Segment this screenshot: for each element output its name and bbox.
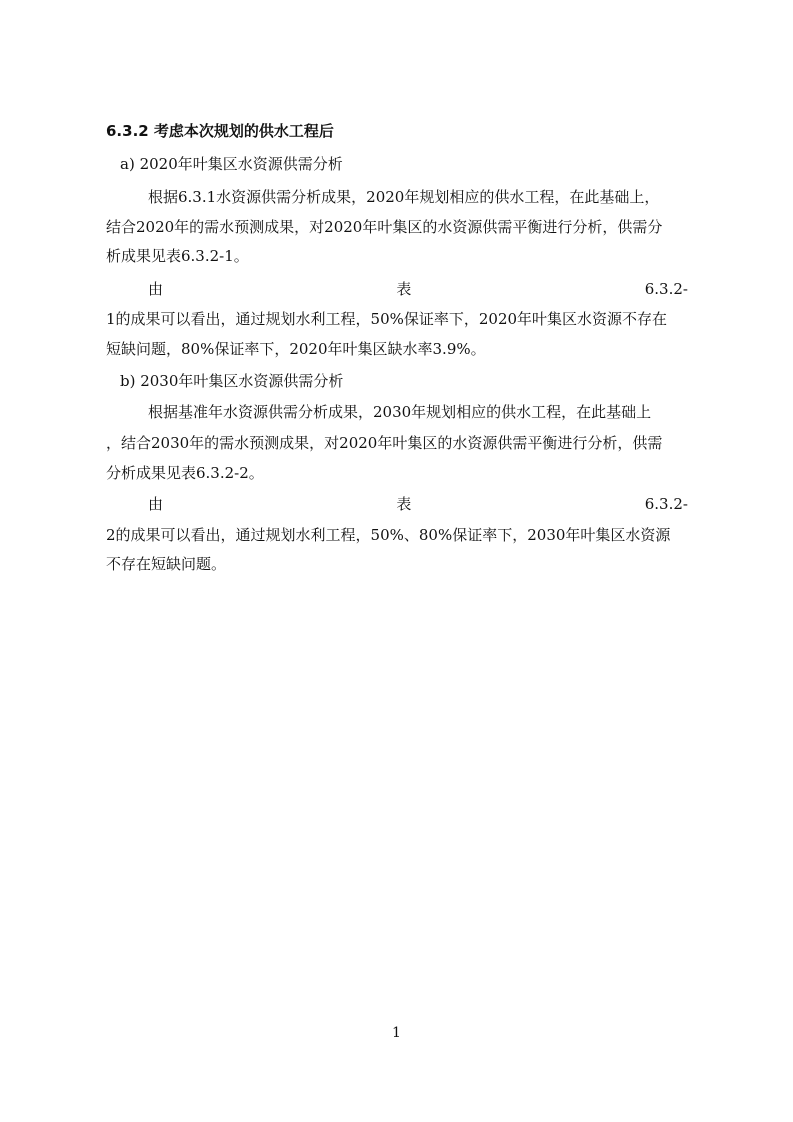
- paragraph-line: 短缺问题，80%保证率下，2020年叶集区缺水率3.9%。: [106, 340, 486, 358]
- justified-line: [148, 494, 688, 514]
- spread-word: 表: [396, 495, 412, 513]
- section-heading: 6.3.2 考虑本次规划的供水工程后: [106, 122, 334, 140]
- paragraph-line: 分析成果见表6.3.2-2。: [106, 464, 264, 482]
- paragraph-line: 析成果见表6.3.2-1。: [106, 247, 249, 265]
- paragraph-line: 结合2020年的需水预测成果，对2020年叶集区的水资源供需平衡进行分析，供需分: [106, 218, 663, 236]
- paragraph-line: 根据基准年水资源供需分析成果，2030年规划相应的供水工程，在此基础上: [148, 403, 652, 421]
- paragraph-line: 不存在短缺问题。: [106, 555, 227, 573]
- spread-word: 由: [148, 495, 164, 513]
- spread-word: 6.3.2-: [644, 280, 688, 298]
- spread-word: 由: [148, 280, 164, 298]
- paragraph-line: 1的成果可以看出，通过规划水利工程，50%保证率下，2020年叶集区水资源不存在: [106, 310, 668, 328]
- subsection-b-title: b) 2030年叶集区水资源供需分析: [120, 372, 344, 390]
- spread-word: 表: [396, 280, 412, 298]
- page-number: 1: [392, 1025, 401, 1041]
- paragraph-line: 根据6.3.1水资源供需分析成果，2020年规划相应的供水工程，在此基础上，: [148, 188, 660, 206]
- justified-line: [148, 279, 688, 299]
- paragraph-line: ，结合2030年的需水预测成果，对2020年叶集区的水资源供需平衡进行分析，供需: [106, 434, 663, 452]
- paragraph-line: 2的成果可以看出，通过规划水利工程，50%、80%保证率下，2030年叶集区水资源: [106, 526, 671, 544]
- spread-word: 6.3.2-: [644, 495, 688, 513]
- subsection-a-title: a) 2020年叶集区水资源供需分析: [120, 155, 343, 173]
